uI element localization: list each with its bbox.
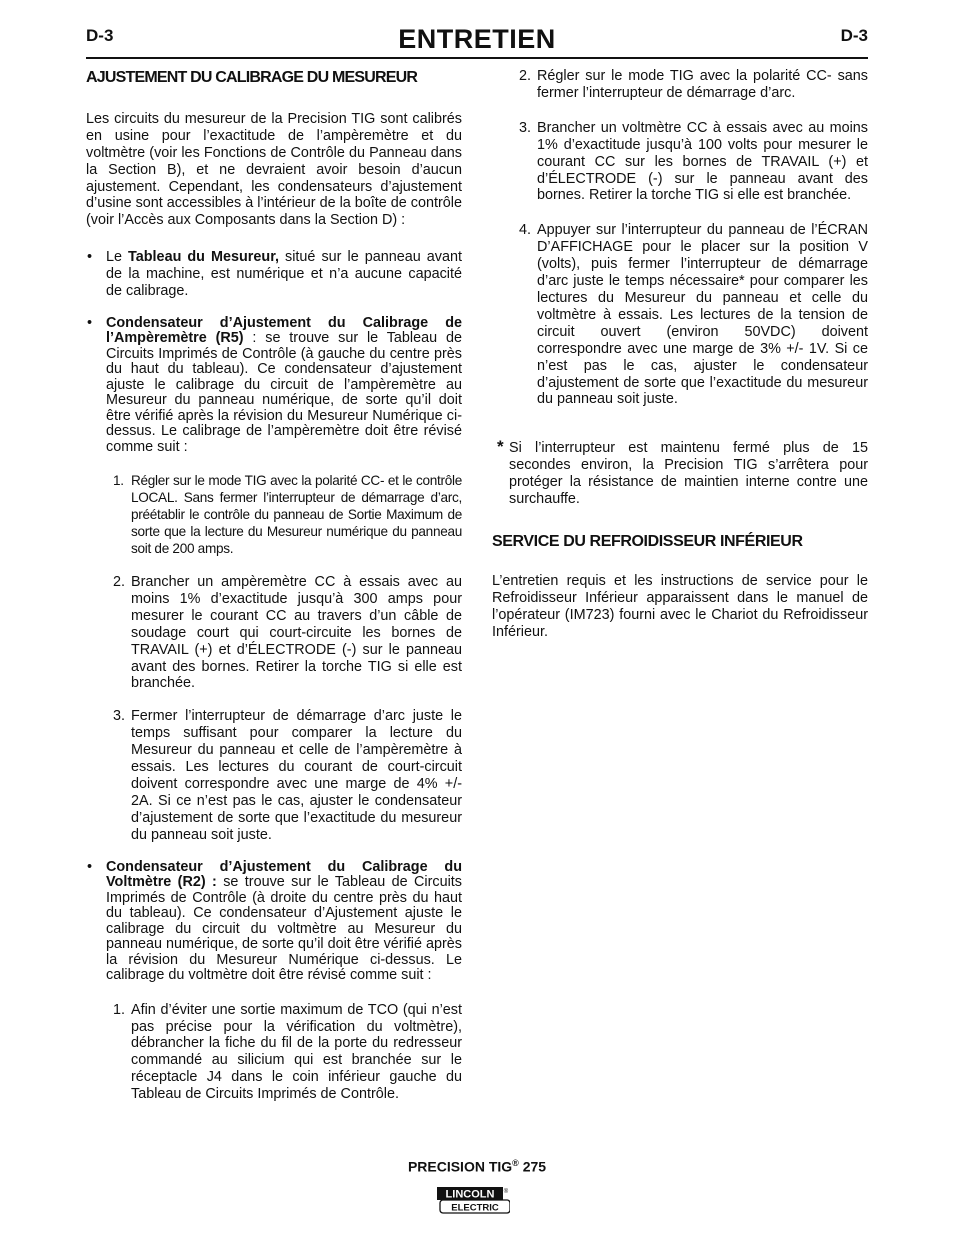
bullet-voltmeter-trimmer: • Condensateur d’Ajustement du Calibrage du Voltmètre (R2) : se trouve sur le Tableau de Circuits Imprimés de Contrôle (à droite du centre près du haut du tableau). Ce condensateur d’Ajustement ajuste le calibrage du circuit du voltmètre au Mesureur du panneau numérique, de sorte qu’il doit être vérifié après la révision du Mesureur Numérique ci-dessus. Le calibrage du voltmètre doit être révisé comme suit : (87, 858, 463, 984)
left-column (86, 68, 462, 1103)
right-column (492, 68, 868, 640)
asterisk-icon: * (497, 437, 504, 457)
logo-text-electric: ELECTRIC (451, 1202, 499, 1214)
intro-paragraph: Les circuits du mesureur de la Precision TIG sont calibrés en usine pour l’exactitude de l’ampèremètre et du voltmètre (voir les Fonctions de Contrôle du Panneau dans la Section B), et ne devraient avoir besoin d’aucun ajustement. Cependant, les condensateurs d’ajustement d’usine sont accessibles à l’intérieur de la boîte de contrôle (voir l’Accès aux Composants dans la Section D) : (86, 110, 462, 229)
bullet-ammeter-trimmer: • Condensateur d’Ajustement du Calibrage de l’Ampèremètre (R5) : se trouve sur le Tableau de Circuits Imprimés de Contrôle (à gauche du centre près du haut du tableau). Ce condensateur d’ajustement ajuste le calibrage du circuit de l’ampèremètre au Mesureur du panneau numérique, de sorte qu’il doit être vérifié après la révision du Mesureur Numérique ci-dessus. Le calibrage de l’ampèremètre doit être révisé comme suit : (87, 314, 462, 455)
bullet-bold-label: Condensateur d’Ajustement du Calibrage du Voltmètre (R2) : (106, 858, 462, 891)
amp-step-1: 1. Régler sur le mode TIG avec la polarité CC- et le contrôle LOCAL. Sans fermer l’interrupteur de démarrage d’arc, préétablir le contrôle du panneau de Sortie Maximum de sorte que la lecture du Mesureur numérique du panneau soit de 200 amps. (113, 473, 462, 557)
bullet-bold-label: Tableau du Mesureur, (128, 249, 279, 266)
page-code-left: D-3 (86, 26, 114, 45)
logo-text-lincoln: LINCOLN (445, 1188, 495, 1201)
volt-step-2: 2. Régler sur le mode TIG avec la polarité CC- sans fermer l’interrupteur de démarrage d’arc. (519, 68, 868, 101)
bullet-icon: • (87, 314, 93, 331)
section-title-cooler: SERVICE DU REFROIDISSEUR INFÉRIEUR (492, 532, 803, 550)
logo-registered: ® (503, 1189, 509, 1195)
bullet-icon: • (87, 249, 93, 266)
page-code-right: D-3 (840, 26, 868, 45)
header-rule (86, 57, 868, 59)
page-title: ENTRETIEN (398, 24, 556, 54)
section-title-calibration: AJUSTEMENT DU CALIBRAGE DU MESUREUR (86, 69, 418, 86)
model-name: PRECISION TIG® 275 (407, 1158, 547, 1175)
cooler-paragraph: L’entretien requis et les instructions de service pour le Refroidisseur Inférieur apparaissent dans le manuel de l’opérateur (IM723) fourni avec le Chariot du Refroidisseur Inférieur. (492, 572, 868, 640)
bullet-meter-board: • Le Tableau du Mesureur, situé sur le panneau avant de la machine, est numérique et n’a aucune capacité de calibrage. (87, 249, 462, 300)
volt-step-4: 4. Appuyer sur l’interrupteur du panneau de l’ÉCRAN D’AFFICHAGE pour le placer sur la position V (volts), puis fermer l’interrupteur de démarrage d’arc juste le temps nécessaire* pour comparer les lectures du Mesureur du panneau et celle du voltmètre à essais. Les lectures de la tension de circuit ouvert (environ 50VDC) doivent correspondre avec une marge de 3% +/- 1V. Si ce n’est pas le cas, ajuster le condensateur d’ajustement de sorte que l’exactitude du mesureur du panneau soit juste. (519, 222, 868, 408)
bullet-icon: • (87, 858, 93, 875)
amp-step-2: 2. Brancher un ampèremètre CC à essais avec au moins 1% d’exactitude jusqu’à 300 amps pour mesurer le courant CC au travers d’un câble de soudage court qui court-circuite les bornes de TRAVAIL (+) et d’ÉLECTRODE (-) sur le panneau avant des bornes. Retirer la torche TIG si elle est branchée. (113, 574, 462, 692)
lincoln-electric-logo (436, 1186, 510, 1214)
volt-step-3: 3. Brancher un voltmètre CC à essais avec au moins 1% d’exactitude jusqu’à 100 volts pour mesurer le courant CC sur les bornes de TRAVAIL (+) et d’ÉLECTRODE (-) sur le panneau avant des bornes. Retirer la torche TIG si elle est branchée. (519, 119, 868, 204)
bullet-bold-label: Condensateur d’Ajustement du Calibrage de l’Ampèremètre (R5) (106, 314, 462, 347)
asterisk-note: * Si l’interrupteur est maintenu fermé plus de 15 secondes environ, la Precision TIG s’arrêtera pour protéger la résistance de maintien interne contre une surchauffe. (497, 437, 868, 508)
amp-step-3: 3. Fermer l’interrupteur de démarrage d’arc juste le temps suffisant pour comparer la lecture du Mesureur du panneau et celle de l’ampèremètre à essais. Les lectures du courant de court-circuit doivent correspondre avec une marge de 4% +/- 2A. Si ce n’est pas le cas, ajuster le condensateur d’ajustement de sorte que l’exactitude du mesureur du panneau soit juste. (113, 708, 462, 843)
volt-step-1: 1. Afin d’éviter une sortie maximum de TCO (qui n’est pas précise pour la vérification du voltmètre), débrancher la fiche du fil de la porte du redresseur commandé au silicium qui est branchée sur le réceptacle J4 dans le coin inférieur gauche du Tableau de Circuits Imprimés de Contrôle. (113, 1001, 462, 1103)
